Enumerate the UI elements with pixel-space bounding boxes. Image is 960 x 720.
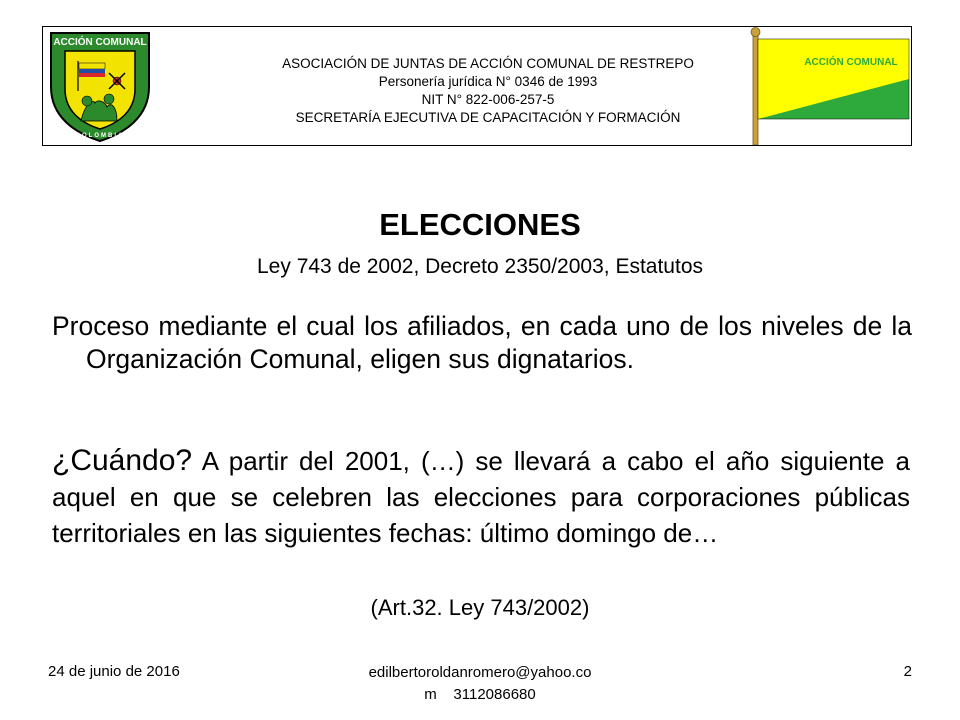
footer-date: 24 de junio de 2016 [48,663,180,680]
shield-bottom-text: COLOMBIA [75,133,125,139]
footer-contact [320,662,640,706]
organization-name: ASOCIACIÓN DE JUNTAS DE ACCIÓN COMUNAL DE RESTREPO [282,56,694,71]
footer-email-line2: m 3112086680 [424,686,536,703]
organization-info [193,55,783,127]
footer-email-line1: edilbertoroldanromero@yahoo.co [368,664,592,681]
accion-comunal-shield-logo [45,29,155,143]
shield-logo-text: ACCIÓN COMUNAL [53,37,147,48]
legal-registration: Personería jurídica N° 0346 de 1993 [378,74,598,89]
when-text: A partir del 2001, (…) se llevará a cabo el año siguiente a aquel en que se celebren las elecciones para corporaciones públicas territoriales en las siguientes fechas: último domingo de… [52,446,910,548]
slide-subtitle: Ley 743 de 2002, Decreto 2350/2003, Estatutos [257,255,703,278]
flag-text: ACCIÓN COMUNAL [804,57,898,68]
tax-id: NIT N° 822-006-257-5 [421,92,555,107]
article-citation: (Art.32. Ley 743/2002) [370,595,590,620]
definition-paragraph: Proceso mediante el cual los afiliados, en cada uno de los niveles de la Organización Comunal, eligen sus dignatarios. [52,311,912,374]
when-label: ¿Cuándo? [52,444,193,477]
shield-icon [45,29,155,143]
flag-icon [743,27,911,145]
accion-comunal-flag-logo [743,27,911,145]
header-box [42,26,912,146]
when-paragraph [52,443,910,551]
slide-title: ELECCIONES [379,207,581,242]
page-number: 2 [903,663,912,680]
secretariat-name: SECRETARÍA EJECUTIVA DE CAPACITACIÓN Y FORMACIÓN [295,110,681,125]
